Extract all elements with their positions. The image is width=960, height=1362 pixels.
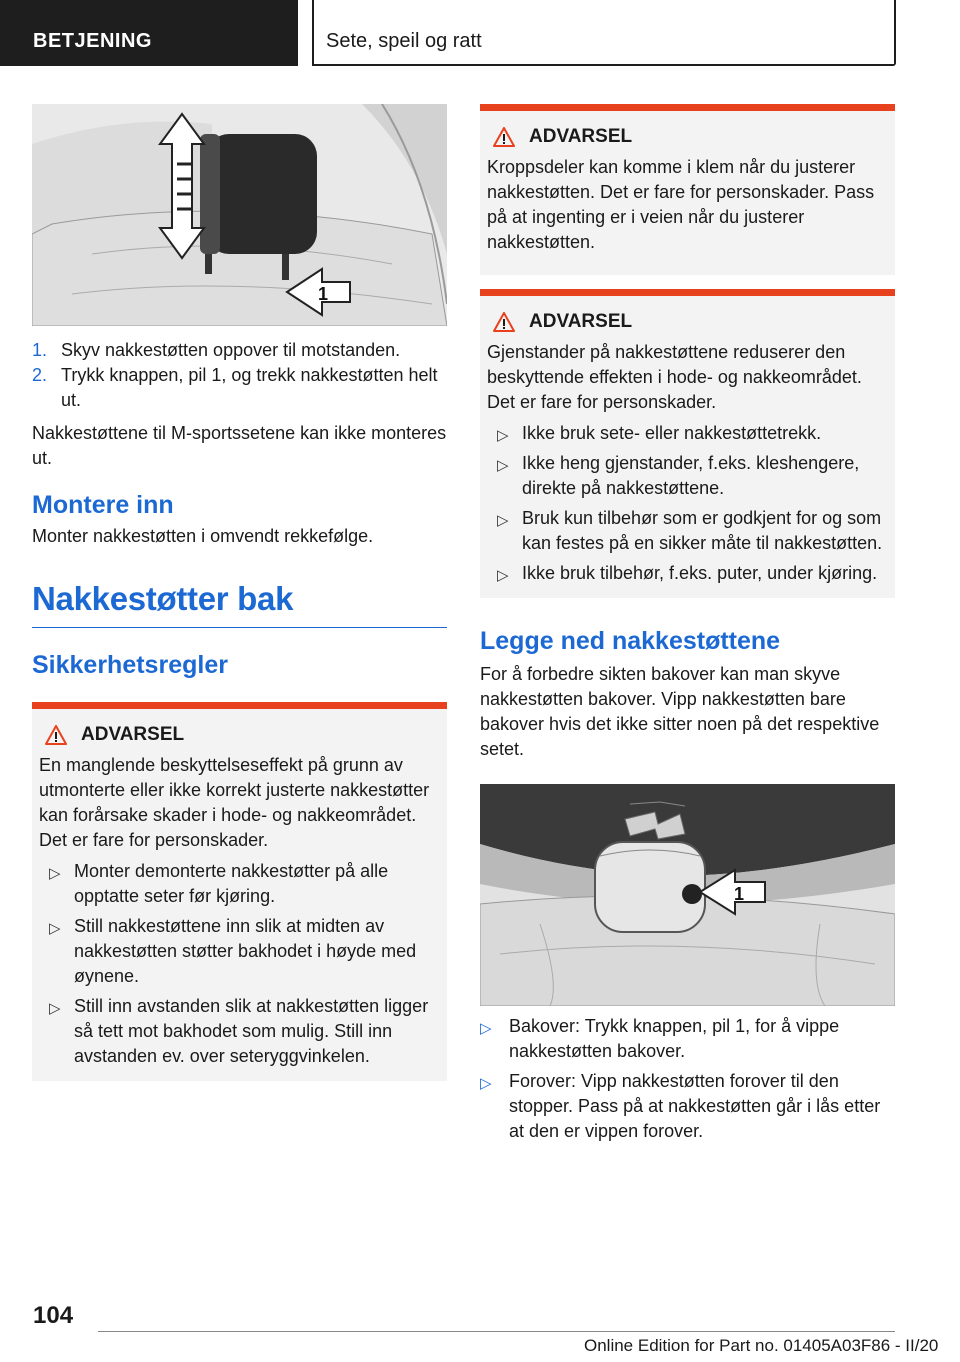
list-item: ▷ Ikke bruk sete- eller nakkestøttetrekk. [487, 421, 887, 446]
step-text: Skyv nakkestøtten oppover til motstanden. [61, 340, 401, 360]
step-number: 1. [32, 340, 48, 360]
warning-bar [32, 702, 447, 709]
triangle-bullet-icon: ▷ [497, 567, 509, 584]
warning-text: En manglende beskyttelseseffekt på grunn av utmonterte eller ikke korrekt justerte nakkestøtter kan forårsake skader i hode- og nakkeområdet. Det er fare for personskader. [39, 755, 430, 850]
headrest-fold-illustration [480, 784, 895, 1006]
triangle-bullet-icon: ▷ [497, 427, 509, 444]
warning-bullets [487, 421, 887, 586]
warning-box [32, 702, 447, 1081]
warning-bar [480, 104, 895, 111]
left-column [32, 104, 447, 1081]
list-item: ▷ Ikke bruk tilbehør, f.eks. puter, under kjøring. [487, 561, 887, 586]
section-tab: BETJENING [0, 0, 298, 66]
triangle-bullet-icon: ▷ [480, 1075, 492, 1092]
warning-bullets [39, 859, 439, 1069]
warning-triangle-icon [493, 312, 515, 332]
footer-rule [98, 1331, 895, 1332]
heading-rule [32, 627, 447, 628]
step-number: 2. [32, 365, 48, 385]
list-item: ▷ Still inn avstanden slik at nakkestøtten ligger så tett mot bakhodet som mulig. Still inn avstanden ev. over seteryggvinkelen. [49, 996, 429, 1066]
triangle-bullet-icon: ▷ [49, 865, 61, 882]
warning-text: Kroppsdeler kan komme i klem når du justerer nakkestøtten. Det er fare for personskader. Pass på at ingenting er i veien når du justerer nakkestøtten. [487, 157, 875, 252]
heading-nakkestotter-bak: Nakkestøtter bak [32, 580, 294, 617]
chapter-title: Sete, speil og ratt [314, 0, 894, 64]
step-text: Trykk knappen, pil 1, og trekk nakkestøtten helt ut. [61, 365, 438, 410]
heading-montere-inn: Montere inn [32, 491, 174, 519]
warning-bar [480, 289, 895, 296]
callout-number: 1 [318, 284, 329, 304]
heading-legge-ned: Legge ned nakkestøttene [480, 627, 781, 655]
page-number: 104 [33, 1302, 74, 1329]
headrest-removal-illustration [32, 104, 447, 326]
warning-title: ADVARSEL [487, 125, 887, 149]
heading-sikkerhetsregler: Sikkerhetsregler [32, 651, 228, 679]
warning-box [480, 289, 895, 598]
removal-steps [32, 338, 447, 413]
m-sport-note: Nakkestøttene til M-sportssetene kan ikke monteres ut. [32, 423, 447, 468]
warning-text: Gjenstander på nakkestøttene reduserer den beskyttende effekten i hode- og nakkeområdet. Det er fare for personskader. [487, 342, 862, 412]
fold-bullets [480, 1014, 895, 1144]
triangle-bullet-icon: ▷ [497, 457, 509, 474]
chapter-tab [312, 0, 896, 66]
legge-text: For å forbedre sikten bakover kan man skyve nakkestøtten bakover. Vipp nakkestøtten bare bakover hvis det ikke sitter noen på det respektive setet. [480, 664, 880, 759]
list-item: ▷ Bakover: Trykk knappen, pil 1, for å vippe nakkestøtten bakover. [480, 1016, 840, 1061]
triangle-bullet-icon: ▷ [49, 920, 61, 937]
triangle-bullet-icon: ▷ [480, 1020, 492, 1037]
triangle-bullet-icon: ▷ [497, 512, 509, 529]
page-header [0, 0, 960, 66]
warning-triangle-icon [493, 127, 515, 147]
list-item: ▷ Monter demonterte nakkestøtter på alle opptatte seter før kjøring. [49, 861, 389, 906]
triangle-bullet-icon: ▷ [49, 1000, 61, 1017]
callout-number: 1 [734, 884, 745, 904]
montere-text: Monter nakkestøtten i omvendt rekkefølge. [32, 526, 374, 546]
warning-box [480, 104, 895, 275]
right-column [480, 104, 895, 1144]
warning-title: ADVARSEL [487, 310, 887, 334]
list-item: ▷ Bruk kun tilbehør som er godkjent for og som kan festes på en sikker måte til nakkestøtten. [497, 508, 883, 553]
list-item [32, 363, 447, 413]
list-item: ▷ Still nakkestøttene inn slik at midten av nakkestøtten støtter bakhodet i høyde med øynene. [49, 916, 417, 986]
warning-triangle-icon [45, 725, 67, 745]
warning-title: ADVARSEL [39, 723, 439, 747]
list-item: ▷ Ikke heng gjenstander, f.eks. kleshengere, direkte på nakkestøttene. [497, 453, 860, 498]
edition-text: Online Edition for Part no. 01405A03F86 - II/20 [584, 1336, 939, 1355]
list-item [32, 338, 447, 363]
list-item: ▷ Forover: Vipp nakkestøtten forover til den stopper. Pass på at nakkestøtten går i lås etter at den er vippen forover. [480, 1071, 881, 1141]
